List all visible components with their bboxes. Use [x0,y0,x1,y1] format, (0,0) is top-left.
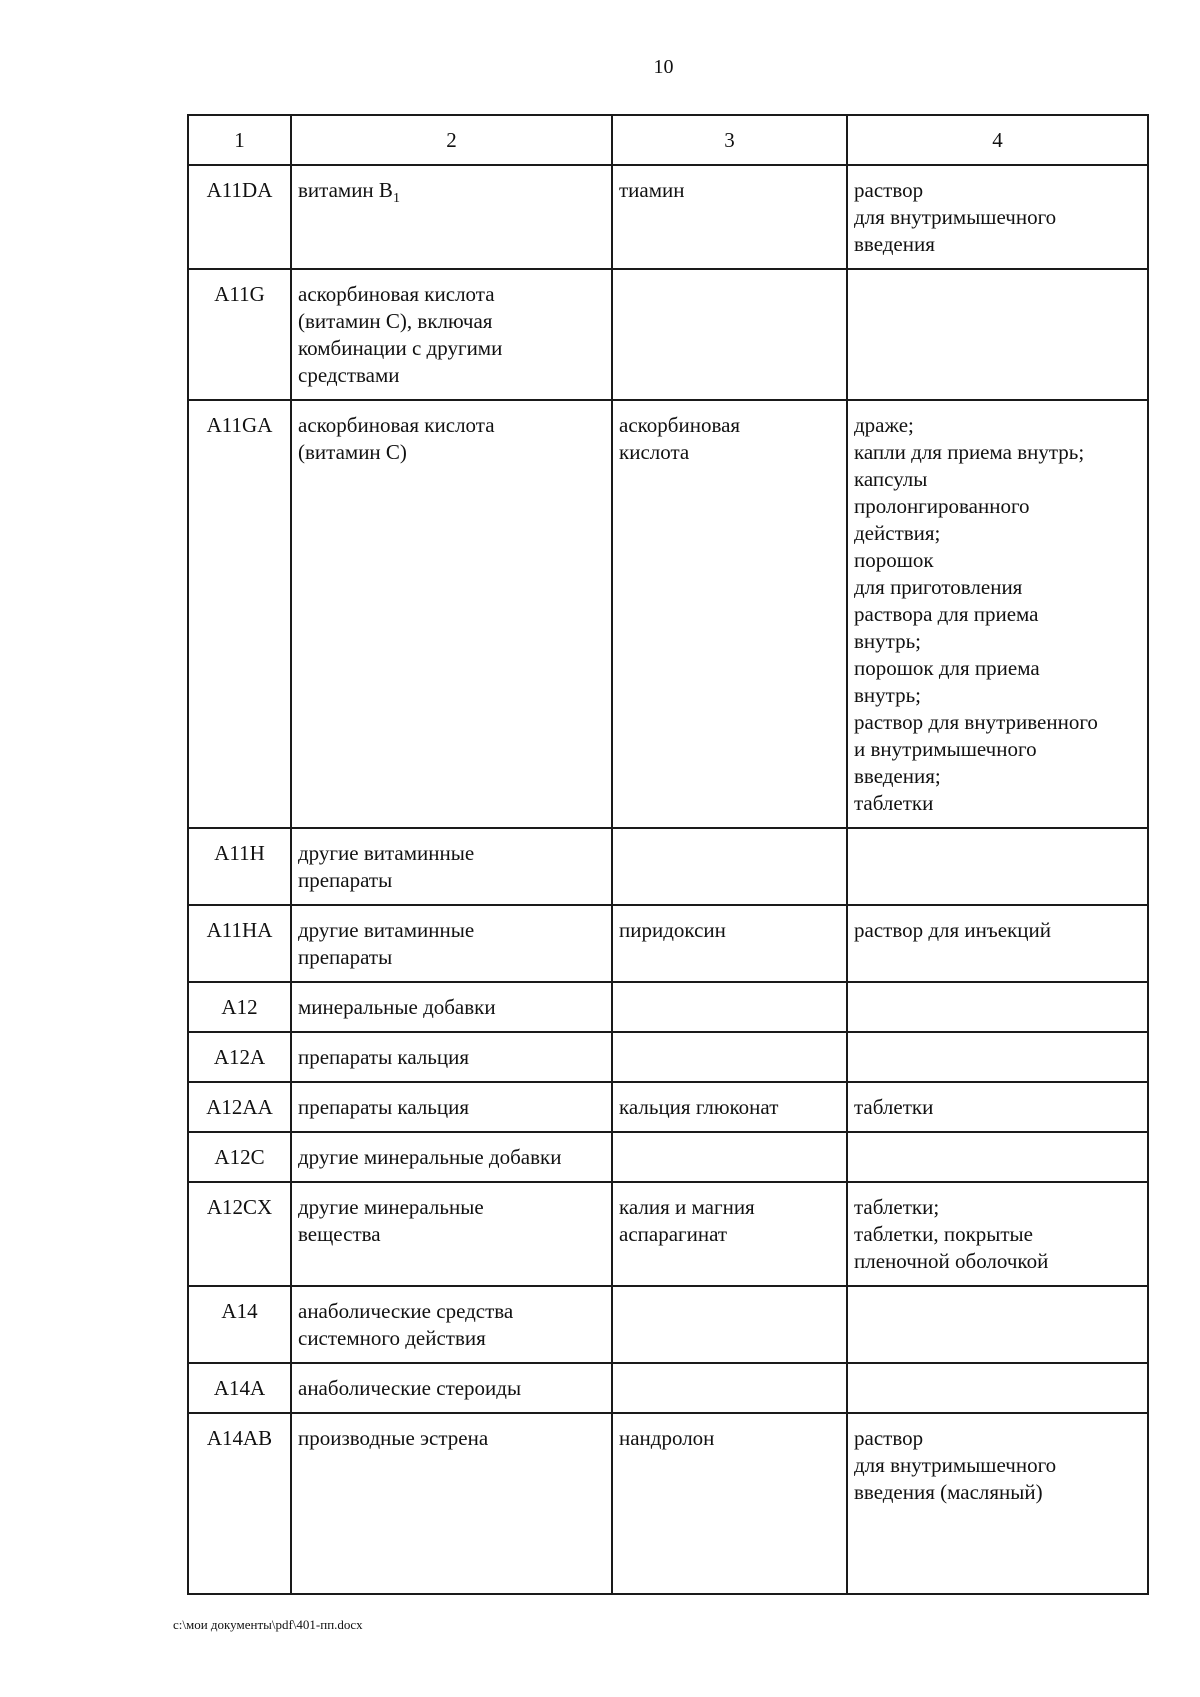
form-line: раствор для внутривенного [854,710,1098,734]
drug-cell: кальция глюконат [612,1082,847,1132]
form-line: порошок для приема [854,656,1040,680]
form-line: действия; [854,521,941,545]
atc-code-cell: A12CX [188,1182,291,1286]
form-line: драже; [854,413,914,437]
atc-code-cell: A14AB [188,1413,291,1594]
group-cell [291,400,612,828]
group-cell [291,165,612,269]
forms-cell [847,1132,1148,1182]
drug-cell [612,1132,847,1182]
group-line: (витамин С), включая [298,309,493,333]
drug-cell: нандролон [612,1413,847,1594]
form-line: таблетки, покрытые [854,1222,1033,1246]
group-line: препараты [298,945,393,969]
atc-code-cell: A11H [188,828,291,905]
atc-code-cell: A12C [188,1132,291,1182]
group-subscript: 1 [392,191,400,207]
drug-line: кислота [619,440,690,464]
atc-code-cell: A11G [188,269,291,400]
form-line: раствора для приема [854,602,1039,626]
forms-cell: раствор для инъекций [847,905,1148,982]
form-line: раствор [854,1426,924,1450]
drug-cell [612,982,847,1032]
forms-cell [847,1182,1148,1286]
group-cell [291,1286,612,1363]
forms-cell [847,1363,1148,1413]
drug-cell [612,1182,847,1286]
form-line: внутрь; [854,629,921,653]
form-line: и внутримышечного [854,737,1037,761]
form-line: внутрь; [854,683,921,707]
forms-cell [847,1286,1148,1363]
drug-cell [612,400,847,828]
atc-code-cell: A11GA [188,400,291,828]
form-line: для внутримышечного [854,1453,1057,1477]
group-text: витамин B [298,178,393,202]
form-line: пролонгированного [854,494,1030,518]
table-row [188,828,1148,905]
group-cell: препараты кальция [291,1082,612,1132]
form-line: для внутримышечного [854,205,1057,229]
group-cell: другие минеральные добавки [291,1132,612,1182]
form-line: пленочной оболочкой [854,1249,1049,1273]
group-cell: минеральные добавки [291,982,612,1032]
group-line: аскорбиновая кислота [298,413,495,437]
drug-line: аскорбиновая [619,413,741,437]
table-row [188,1132,1148,1182]
forms-cell [847,269,1148,400]
atc-code-cell: A12AA [188,1082,291,1132]
form-line: таблетки [854,791,934,815]
forms-cell [847,165,1148,269]
form-line: капсулы [854,467,928,491]
atc-code-cell: A12 [188,982,291,1032]
group-line: другие витаминные [298,841,475,865]
table-row [188,1032,1148,1082]
drug-line: калия и магния [619,1195,755,1219]
forms-cell [847,1413,1148,1594]
table-row [188,1286,1148,1363]
group-cell: производные эстрена [291,1413,612,1594]
header-cell-3: 3 [612,115,847,165]
group-line: препараты [298,868,393,892]
drug-cell [612,1363,847,1413]
group-cell [291,269,612,400]
form-line: введения; [854,764,941,788]
group-line: анаболические средства [298,1299,514,1323]
table-row [188,269,1148,400]
form-line: раствор [854,178,924,202]
group-line: другие витаминные [298,918,475,942]
atc-drug-table [187,114,1149,1595]
group-line: (витамин С) [298,440,407,464]
group-line: аскорбиновая кислота [298,282,495,306]
drug-line: аспарагинат [619,1222,728,1246]
group-line: другие минеральные [298,1195,484,1219]
forms-cell [847,1032,1148,1082]
group-line: комбинации с другими [298,336,503,360]
header-cell-1: 1 [188,115,291,165]
forms-cell [847,982,1148,1032]
drug-cell [612,1286,847,1363]
table-row [188,1082,1148,1132]
forms-cell [847,400,1148,828]
drug-cell: тиамин [612,165,847,269]
atc-code-cell: A14A [188,1363,291,1413]
form-line: таблетки; [854,1195,940,1219]
atc-code-cell: A11HA [188,905,291,982]
atc-code-cell: A14 [188,1286,291,1363]
drug-cell: пиридоксин [612,905,847,982]
group-cell [291,828,612,905]
forms-cell: таблетки [847,1082,1148,1132]
table-row [188,165,1148,269]
group-line: системного действия [298,1326,486,1350]
group-cell: анаболические стероиды [291,1363,612,1413]
page-number: 10 [653,56,674,78]
atc-code-cell: A11DA [188,165,291,269]
form-line: введения [854,232,935,256]
drug-cell [612,269,847,400]
table-row [188,400,1148,828]
group-cell [291,1182,612,1286]
group-cell: препараты кальция [291,1032,612,1082]
drug-cell [612,1032,847,1082]
group-cell [291,905,612,982]
form-line: для приготовления [854,575,1023,599]
table-row [188,1363,1148,1413]
group-line: вещества [298,1222,381,1246]
table-row [188,1413,1148,1594]
header-cell-4: 4 [847,115,1148,165]
form-line: капли для приема внутрь; [854,440,1085,464]
drug-cell [612,828,847,905]
form-line: порошок [854,548,934,572]
header-cell-2: 2 [291,115,612,165]
footer-file-path: c:\мои документы\pdf\401-пп.docx [173,1617,363,1632]
table-row [188,982,1148,1032]
table-header-row [188,115,1148,165]
forms-cell [847,828,1148,905]
table-row [188,905,1148,982]
table-row [188,1182,1148,1286]
atc-code-cell: A12A [188,1032,291,1082]
form-line: введения (масляный) [854,1480,1043,1504]
group-line: средствами [298,363,400,387]
